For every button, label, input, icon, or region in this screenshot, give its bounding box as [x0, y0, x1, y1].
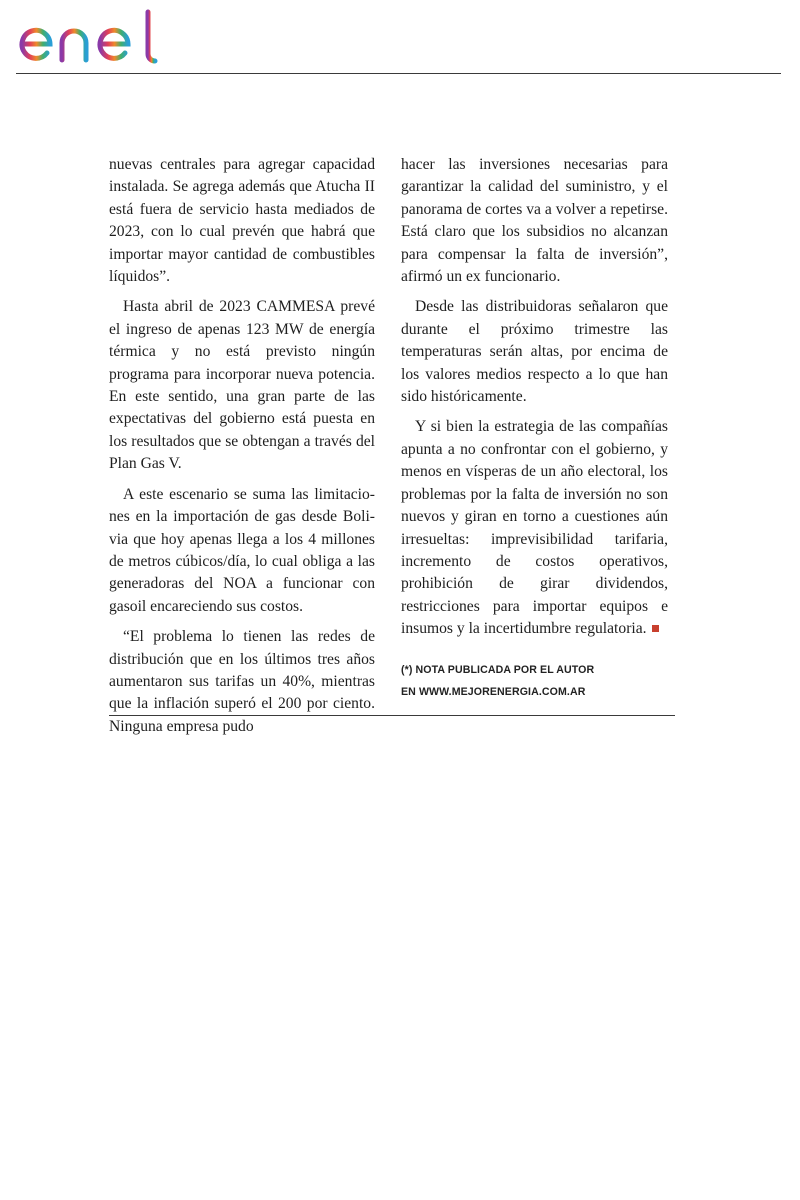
article-final-text: Y si bien la estrategia de las compañías apunta a no confrontar con el gobierno, y menos en vísperas de un año electoral, los problemas por la falta de inversión no son nuevos y giran en torno a cuestiones aún irresueltas: imprevisibilidad tarifaria, incremento de costos operativos, prohibición de girar dividendos, restricciones para importar equipos e insumos y la incertidumbre regulatoria.: [401, 418, 668, 638]
article-paragraph: Desde las distribuidoras señalaron que durante el próximo trimestre las temperaturas serán altas, por encima de los valores medios respecto a lo que han sido históricamente.: [401, 298, 668, 406]
article-paragraph: nuevas centrales para agregar capacidad instalada. Se agrega además que Atucha II está fuera de servicio hasta mediados de 2023, con lo cual prevén que habrá que importar mayor cantidad de combustibles líquidos”.: [109, 156, 375, 286]
author-note-line-2: EN WWW.MEJORENERGIA.COM.AR: [401, 685, 586, 698]
article-column-right: [401, 154, 668, 703]
enel-logo-graphic: [18, 6, 170, 66]
header-divider: [16, 73, 781, 74]
footer-divider: [109, 715, 675, 716]
article-paragraph: “El problema lo tienen las redes de distribución que en los últimos tres años aumentaron sus tarifas un 40%, mientras que la inflación superó el 200 por ciento. Ninguna empresa pudo: [109, 628, 375, 735]
end-of-article-mark: [652, 625, 659, 632]
author-note: [401, 659, 668, 703]
article-paragraph: hacer las inversiones necesarias para garantizar la calidad del suministro, y el panorama de cortes va a volver a repetirse. Está claro que los subsidios no alcanzan para compensar la falta de inversión”, afirmó un ex funcionario.: [401, 156, 668, 286]
enel-logo: [18, 6, 170, 66]
article-paragraph: A este escenario se suma las limitaciones en la importación de gas desde Bolivia que hoy apenas llega a los 4 millones de metros cúbicos/día, lo cual obliga a las generadoras del NOA a funcionar con gasoil encareciendo sus costos.: [109, 485, 375, 615]
author-note-line-1: (*) NOTA PUBLICADA POR EL AUTOR: [401, 663, 595, 676]
article-paragraph: [401, 416, 668, 640]
article-column-left: [109, 154, 375, 746]
article-paragraph: Hasta abril de 2023 CAMMESA prevé el ingreso de apenas 123 MW de energía térmica y no está previsto ningún programa para incorporar nueva potencia. En este sentido, una gran parte de las expectativas del gobierno está puesta en los resultados que se obtengan a través del Plan Gas V.: [109, 298, 375, 473]
